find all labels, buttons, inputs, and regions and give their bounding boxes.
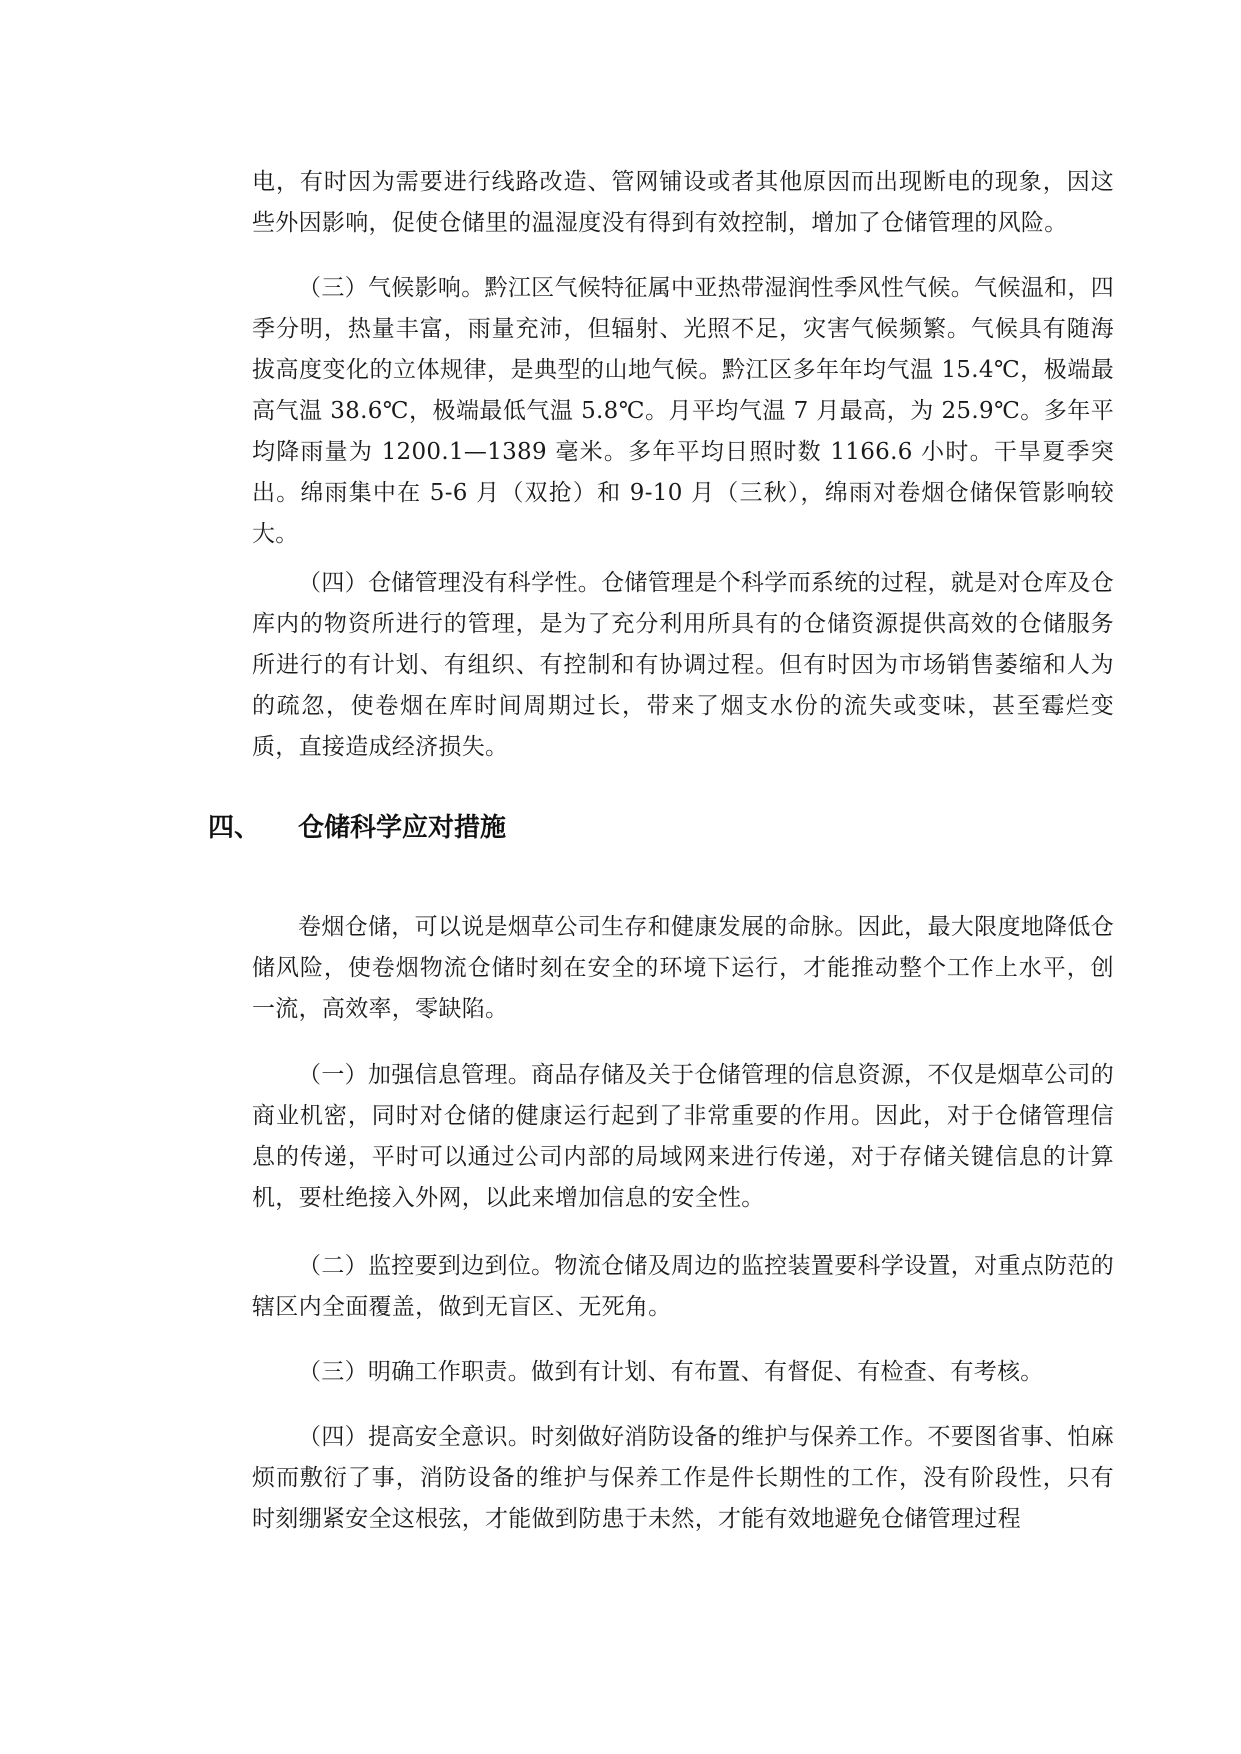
section-heading [208, 808, 506, 848]
section-number: 四、 [208, 813, 261, 843]
paragraph-climate-impact: （三）气候影响。黔江区气候特征属中亚热带湿润性季风性气候。气候温和，四季分明，热量丰富，雨量充沛，但辐射、光照不足，灾害气候频繁。气候具有随海拔高度变化的立体规律，是典型的山地气候。黔江区多年年均气温 15.4℃，极端最高气温 38.6℃，极端最低气温 5.8℃。月平均气温 7 月最高，为 25.9℃。多年平均降雨量为 1200.1—1389 毫米。多年平均日照时数 1166.6 小时。干旱夏季突出。绵雨集中在 5-6 月（双抢）和 9-10 月（三秋），绵雨对卷烟仓储保管影响较大。 [252, 275, 1114, 547]
paragraph-monitoring: （二）监控要到边到位。物流仓储及周边的监控装置要科学设置，对重点防范的辖区内全面覆盖，做到无盲区、无死角。 [252, 1253, 1114, 1320]
paragraph-power-outage: 电，有时因为需要进行线路改造、管网铺设或者其他原因而出现断电的现象，因这些外因影响，促使仓储里的温湿度没有得到有效控制，增加了仓储管理的风险。 [252, 169, 1114, 236]
paragraph-storage-management: （四）仓储管理没有科学性。仓储管理是个科学而系统的过程，就是对仓库及仓库内的物资所进行的管理，是为了充分利用所具有的仓储资源提供高效的仓储服务所进行的有计划、有组织、有控制和有协调过程。但有时因为市场销售萎缩和人为的疏忽，使卷烟在库时间周期过长，带来了烟支水份的流失或变味，甚至霉烂变质，直接造成经济损失。 [252, 570, 1114, 760]
paragraph-responsibilities: （三）明确工作职责。做到有计划、有布置、有督促、有检查、有考核。 [298, 1359, 1044, 1385]
paragraph-information-management: （一）加强信息管理。商品存储及关于仓储管理的信息资源，不仅是烟草公司的商业机密，同时对仓储的健康运行起到了非常重要的作用。因此，对于仓储管理信息的传递，平时可以通过公司内部的局域网来进行传递，对于存储关键信息的计算机，要杜绝接入外网，以此来增加信息的安全性。 [252, 1062, 1114, 1211]
section-title: 仓储科学应对措施 [298, 813, 507, 843]
paragraph-safety-awareness: （四）提高安全意识。时刻做好消防设备的维护与保养工作。不要图省事、怕麻烦而敷衍了事，消防设备的维护与保养工作是件长期性的工作，没有阶段性，只有时刻绷紧安全这根弦，才能做到防患于未然，才能有效地避免仓储管理过程 [252, 1424, 1114, 1532]
paragraph-intro-measures: 卷烟仓储，可以说是烟草公司生存和健康发展的命脉。因此，最大限度地降低仓储风险，使卷烟物流仓储时刻在安全的环境下运行，才能推动整个工作上水平，创一流，高效率，零缺陷。 [252, 914, 1114, 1022]
